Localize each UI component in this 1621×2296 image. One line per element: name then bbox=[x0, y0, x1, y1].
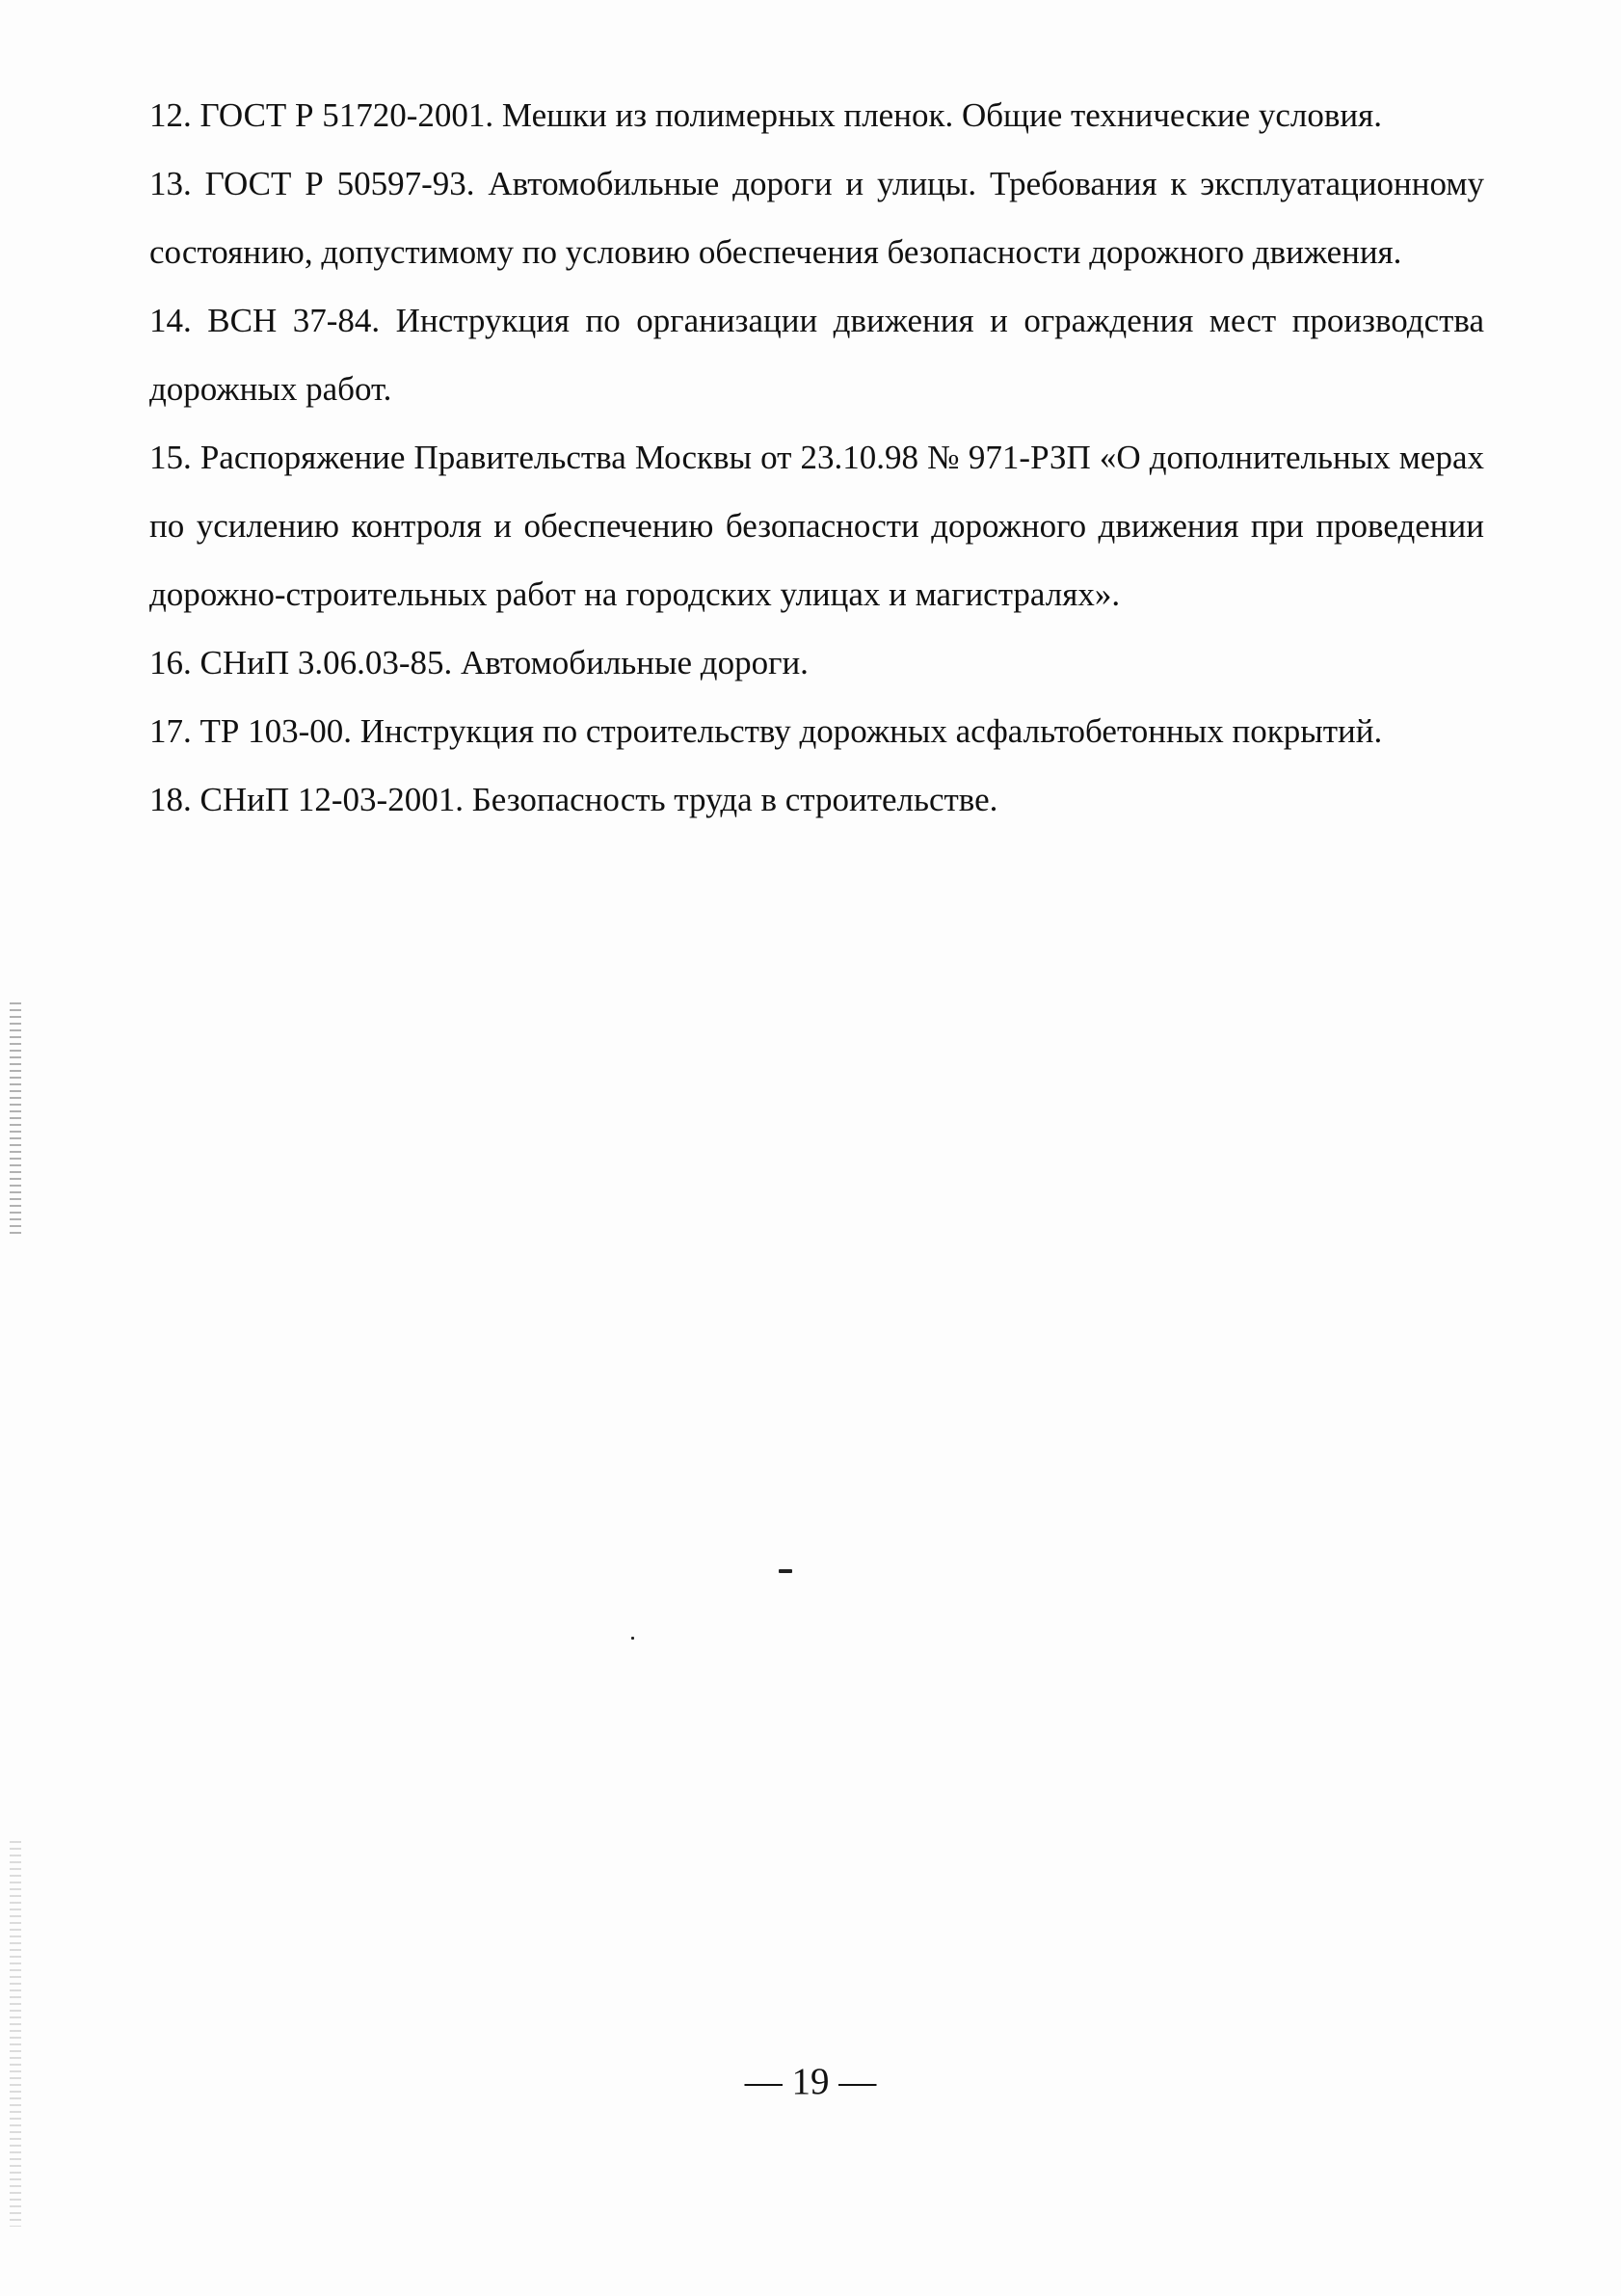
reference-list bbox=[149, 81, 1484, 834]
reference-item: 16. СНиП 3.06.03-85. Автомобильные дороги. bbox=[149, 644, 809, 681]
reference-item: 13. ГОСТ Р 50597-93. Автомобильные дороги и улицы. Требования к эксплуатационному состоянию, допустимому по условию обеспечения безопасности дорожного движения. bbox=[149, 165, 1484, 271]
scan-speck bbox=[631, 1637, 634, 1640]
scan-artifact bbox=[10, 1841, 21, 2227]
reference-item: 15. Распоряжение Правительства Москвы от 23.10.98 № 971-РЗП «О дополнительных мерах по усилению контроля и обеспечению безопасности дорожного движения при проведении дорожно-строительных работ на городских улицах и магистралях». bbox=[149, 439, 1484, 613]
reference-item: 18. СНиП 12-03-2001. Безопасность труда в строительстве. bbox=[149, 781, 998, 818]
reference-item: 12. ГОСТ Р 51720-2001. Мешки из полимерных пленок. Общие технические условия. bbox=[149, 96, 1383, 134]
page-number: — 19 — bbox=[744, 2061, 877, 2102]
scan-speck bbox=[779, 1569, 792, 1573]
scan-artifact bbox=[10, 1002, 21, 1234]
reference-item: 14. ВСН 37-84. Инструкция по организации движения и ограждения мест производства дорожных работ. bbox=[149, 302, 1484, 408]
reference-item: 17. ТР 103-00. Инструкция по строительству дорожных асфальтобетонных покрытий. bbox=[149, 712, 1383, 750]
